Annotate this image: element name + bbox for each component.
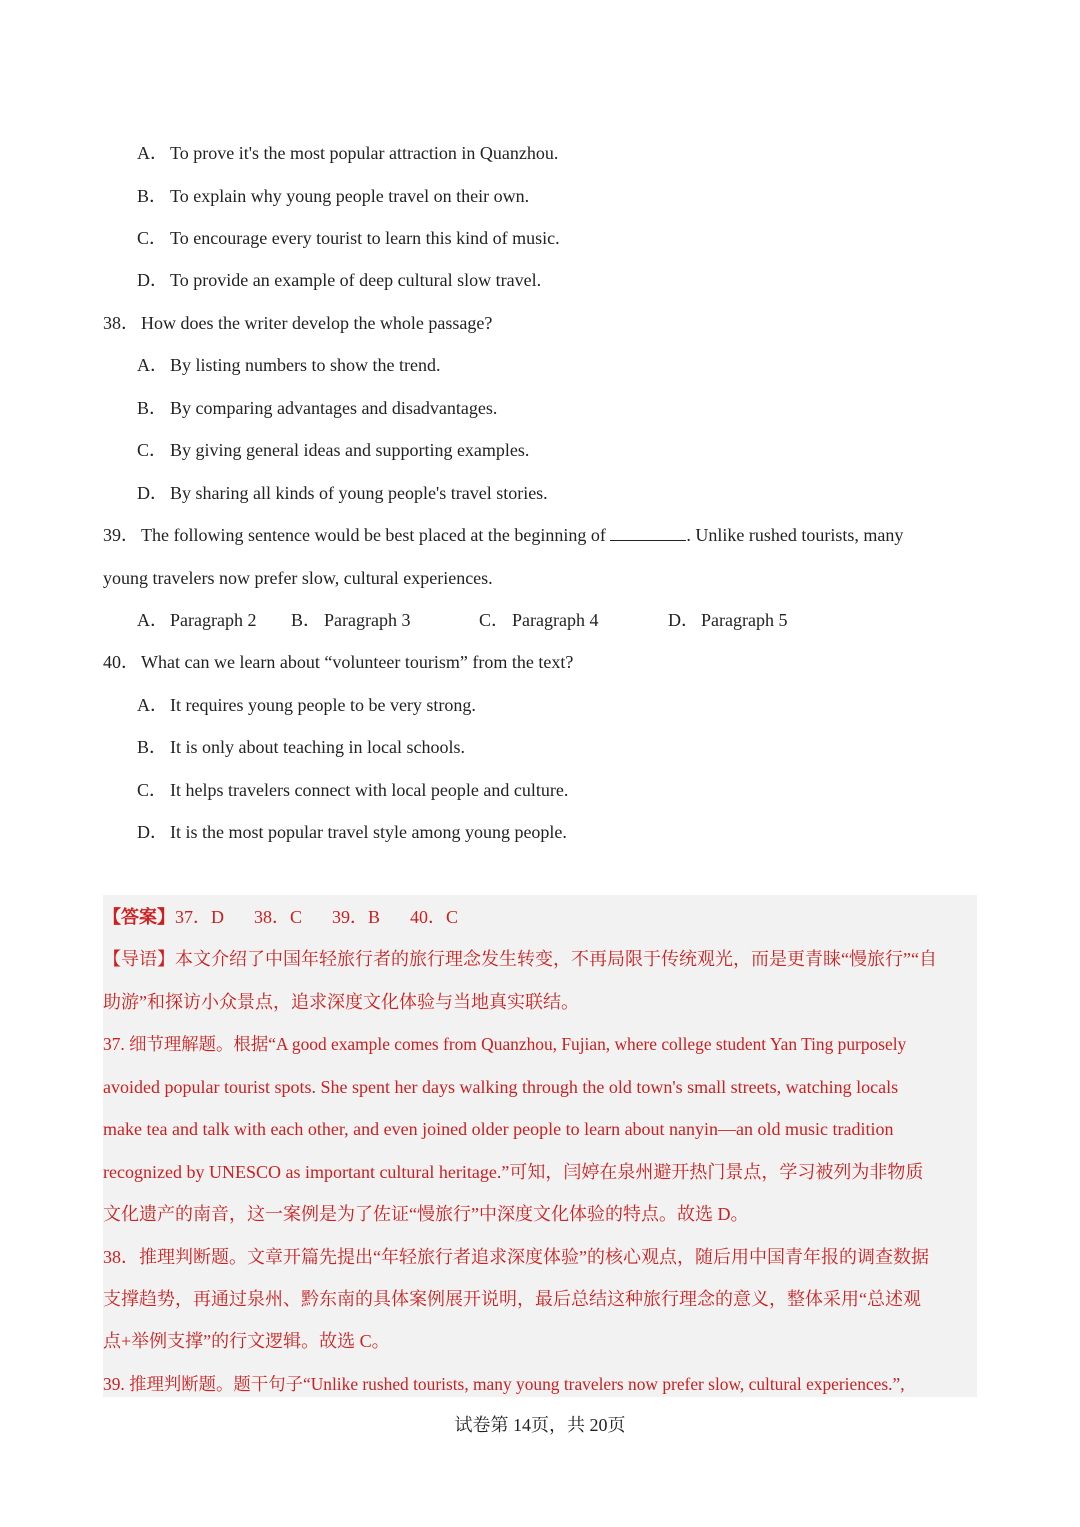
q40-option-c: C． It helps travelers connect with local people and culture. [137,780,569,800]
q38-option-d: D． By sharing all kinds of young people's travel stories. [137,483,548,503]
q38-option-b: B． By comparing advantages and disadvantages. [137,398,498,418]
explanation-37-line-5: 文化遗产的南音，这一案例是为了佐证“慢旅行”中深度文化体验的特点。故选 D。 [103,1204,749,1224]
q38-option-a: A． By listing numbers to show the trend. [137,355,441,375]
q40-option-b: B． It is only about teaching in local schools. [137,737,465,757]
answer-39: 39．B [332,907,381,927]
q39-option-d: D． Paragraph 5 [668,610,788,630]
q39-stem: 39． The following sentence would be best placed at the beginning of . Unlike rushed tourists, many [103,525,904,545]
answer-key-line [103,905,488,929]
explanation-37-line-2: avoided popular tourist spots. She spent her days walking through the old town's small streets, watching locals [103,1077,899,1097]
explanation-37-line-4: recognized by UNESCO as important cultural heritage.”可知，闫婷在泉州避开热门景点，学习被列为非物质 [103,1162,924,1182]
q37-option-a: A． To prove it's the most popular attraction in Quanzhou. [137,143,559,163]
explanation-38-line-1: 38．推理判断题。文章开篇先提出“年轻旅行者追求深度体验”的核心观点，随后用中国青年报的调查数据 [103,1247,929,1267]
q39-option-a: A． Paragraph 2 [137,610,257,630]
q37-option-d: D． To provide an example of deep cultural slow travel. [137,270,542,290]
q39-stem-continued: young travelers now prefer slow, cultural experiences. [103,568,493,588]
explanation-38-line-2: 支撑趋势，再通过泉州、黔东南的具体案例展开说明，最后总结这种旅行理念的意义，整体采用“总述观 [103,1289,921,1309]
q37-option-b: B． To explain why young people travel on their own. [137,186,530,206]
explanation-37-line-1: 37. 细节理解题。根据“A good example comes from Quanzhou, Fujian, where college student Yan Ting purposely [103,1034,907,1054]
answer-38: 38．C [254,907,303,927]
q40-option-a: A． It requires young people to be very strong. [137,695,476,715]
explanation-37-line-3: make tea and talk with each other, and even joined older people to learn about nanyin—an old music tradition [103,1119,894,1139]
q38-stem: 38． How does the writer develop the whole passage? [103,313,493,333]
guide-line-2: 助游”和探访小众景点，追求深度文化体验与当地真实联结。 [103,992,579,1012]
explanation-39-line-1: 39. 推理判断题。题干句子“Unlike rushed tourists, many young travelers now prefer slow, cultural experiences.”, [103,1374,905,1394]
q37-option-c: C． To encourage every tourist to learn this kind of music. [137,228,560,248]
q38-option-c: C． By giving general ideas and supporting examples. [137,440,530,460]
explanation-38-line-3: 点+举例支撑”的行文逻辑。故选 C。 [103,1331,390,1351]
page-footer: 试卷第 14页，共 20页 [454,1415,626,1435]
q39-option-c: C． Paragraph 4 [479,610,599,630]
guide-line-1: 【导语】本文介绍了中国年轻旅行者的旅行理念发生转变，不再局限于传统观光，而是更青睐“慢旅行”“自 [103,949,937,969]
q39-blank [610,524,686,541]
answer-tag: 【答案】 [103,907,175,927]
q39-option-b: B． Paragraph 3 [291,610,411,630]
answer-40: 40．C [410,907,459,927]
q39-options-row [0,608,1080,632]
q40-option-d: D． It is the most popular travel style among young people. [137,822,567,842]
q40-stem: 40． What can we learn about “volunteer tourism” from the text? [103,652,574,672]
answer-37: 37．D [175,907,224,927]
